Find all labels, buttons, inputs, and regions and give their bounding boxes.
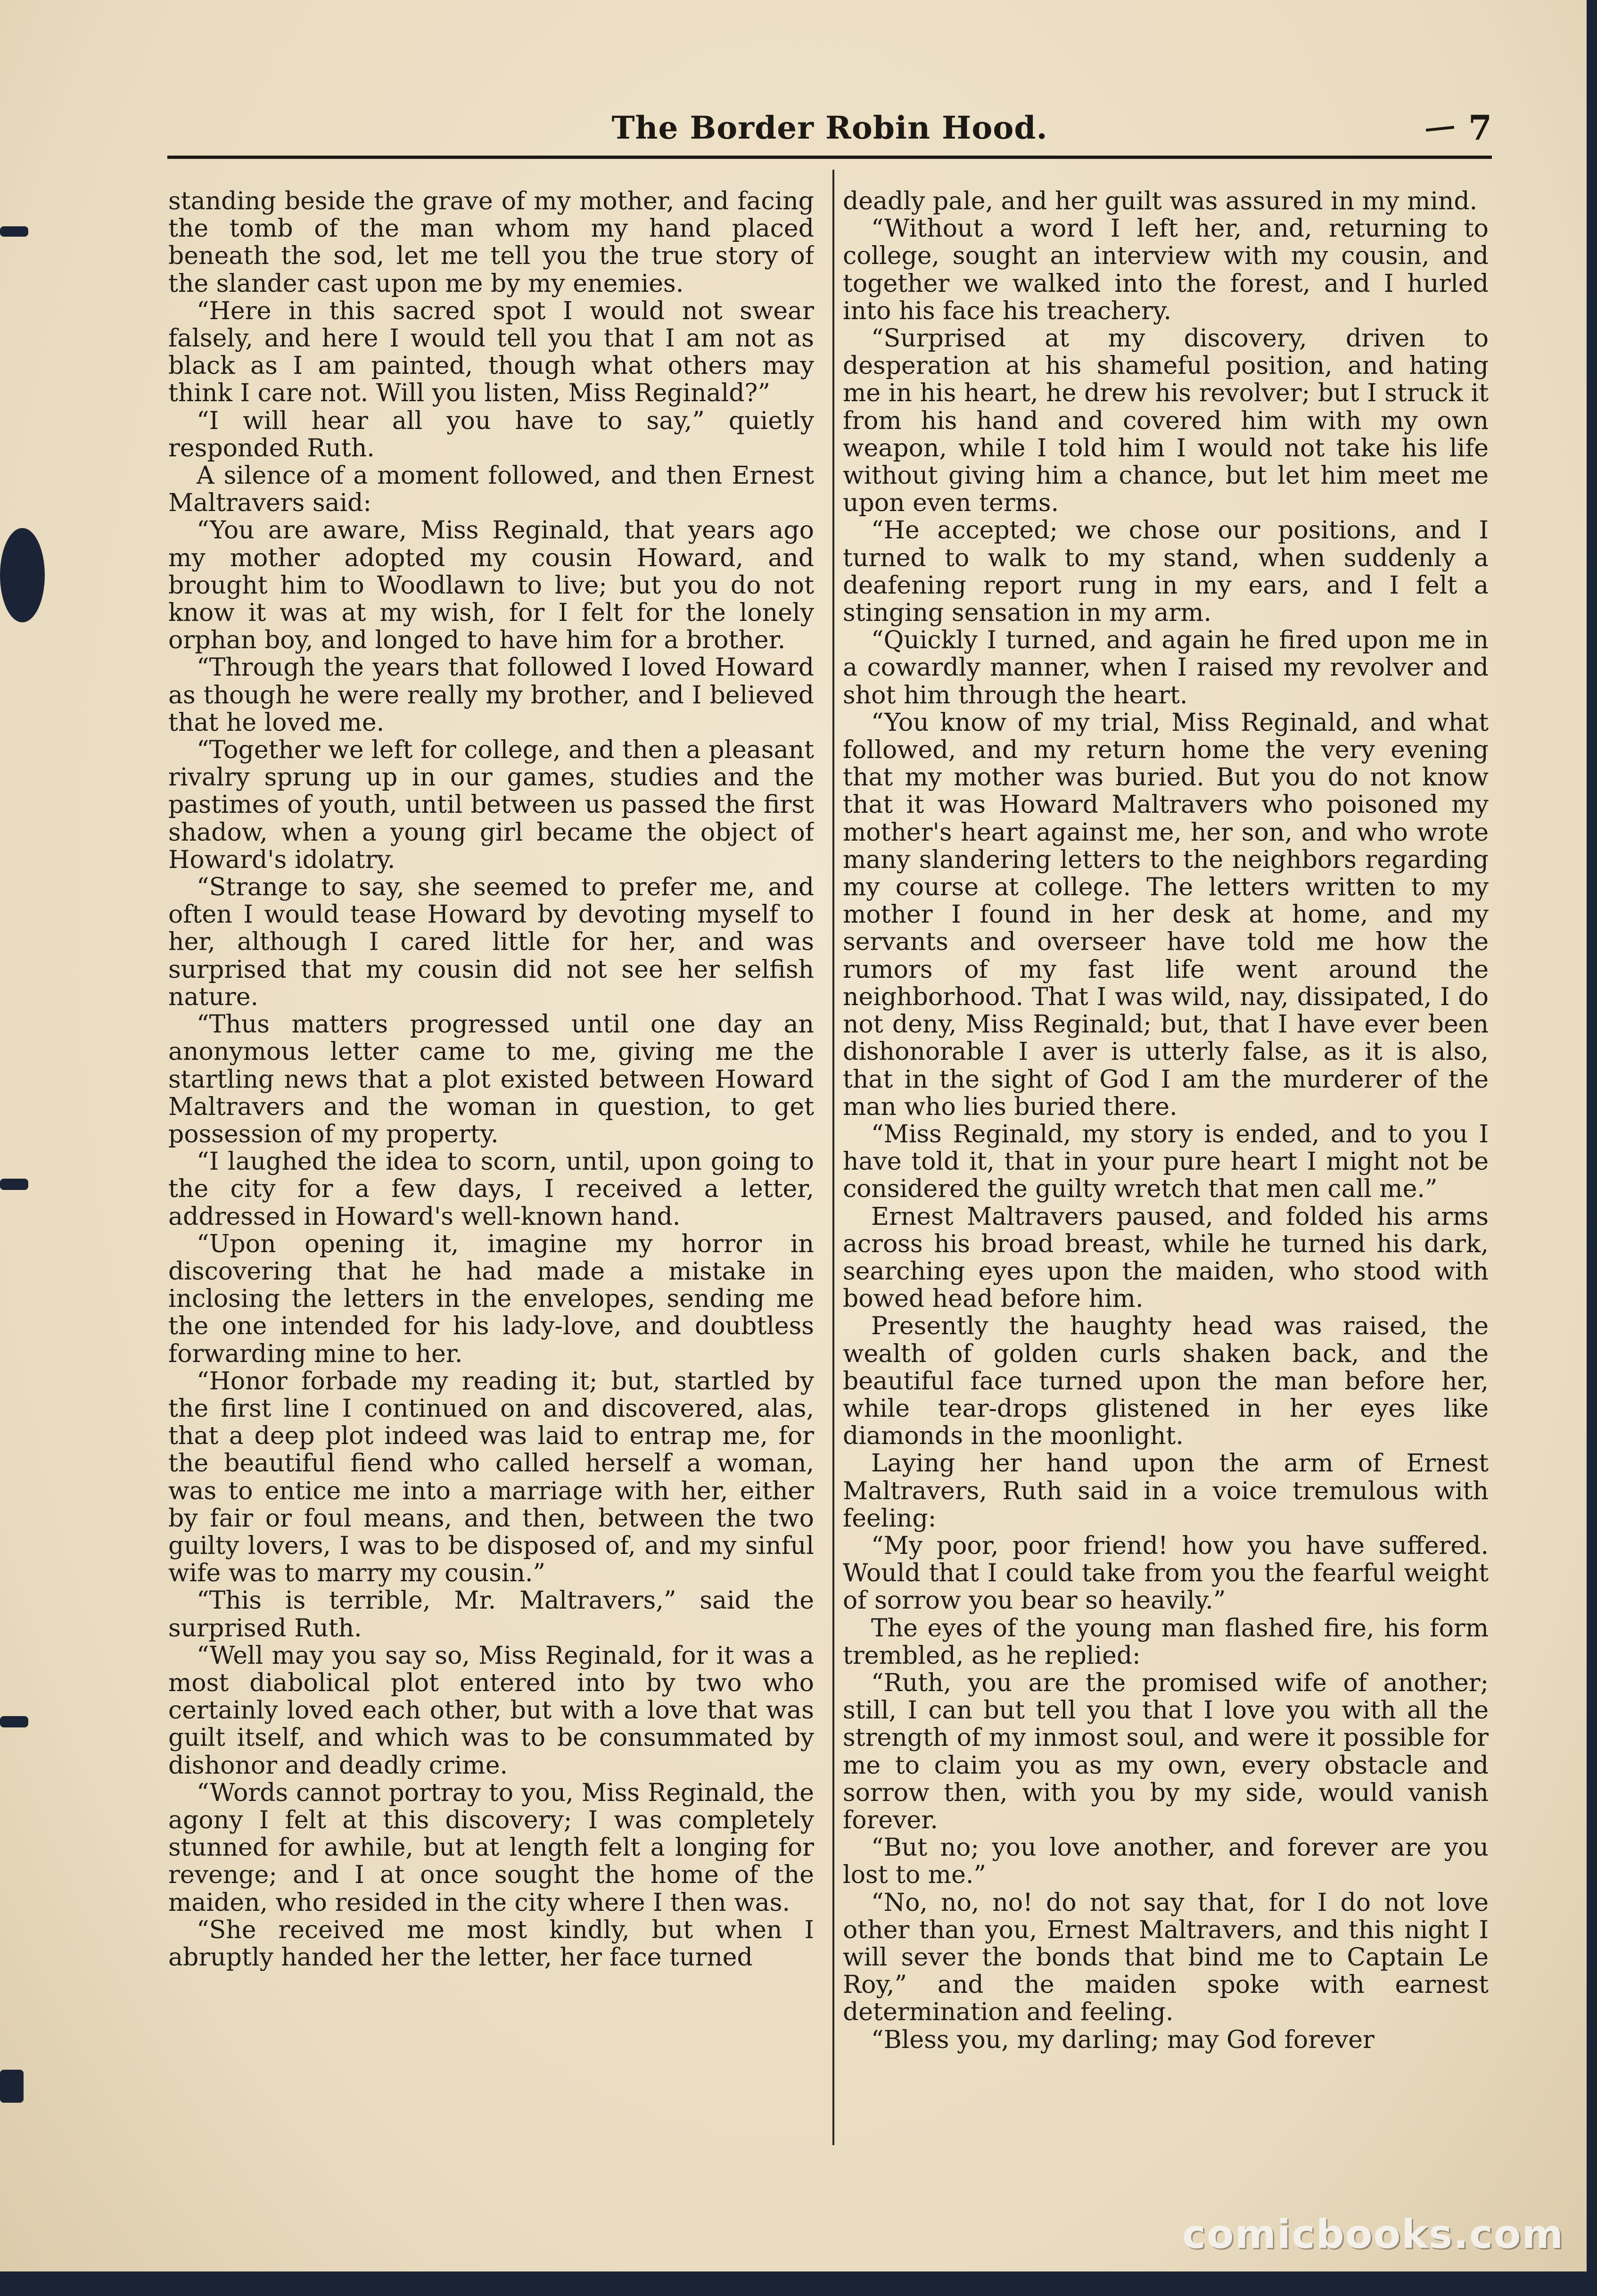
paragraph: “This is terrible, Mr. Maltravers,” said the surprised Ruth. — [168, 1586, 814, 1643]
site-watermark: comicbooks.com — [1182, 2211, 1564, 2257]
paragraph: “No, no, no! do not say that, for I do not love other than you, Ernest Maltravers, and this night I will sever the bonds that bind me to Captain Le Roy,” and the maiden spoke with earnest determination and feeling. — [843, 1888, 1489, 2027]
left-text-column — [168, 188, 814, 2154]
paragraph: “Well may you say so, Miss Reginald, for it was a most diabolical plot entered into by two who certainly loved each other, but with a love that was guilt itself, and which was to be consummated by dishonor and deadly crime. — [168, 1641, 814, 1780]
paragraph: “Strange to say, she seemed to prefer me, and often I would tease Howard by devoting myself to her, although I cared little for her, and was surprised that my cousin did not see her selfish nature. — [168, 873, 814, 1011]
binding-hole — [0, 1716, 28, 1727]
paragraph: standing beside the grave of my mother, and facing the tomb of the man whom my hand placed beneath the sod, let me tell you the true story of the slander cast upon me by my enemies. — [168, 188, 814, 298]
paragraph: “Miss Reginald, my story is ended, and to you I have told it, that in your pure heart I might not be considered the guilty wretch that men call me.” — [843, 1120, 1489, 1204]
paragraph: Presently the haughty head was raised, the wealth of golden curls shaken back, and the beautiful face turned upon the man before her, while tear-drops glistened in her eyes like diamonds in the moonlight. — [843, 1312, 1489, 1451]
page-number: 7 — [1468, 107, 1492, 148]
right-text-column — [843, 188, 1489, 2154]
paragraph: “Honor forbade my reading it; but, startled by the first line I continued on and discovered, alas, that a deep plot indeed was laid to entrap me, for the beautiful fiend who called herself a woman, was to entice me into a marriage with her, either by fair or foul means, and then, between the two guilty lovers, I was to be disposed of, and my sinful wife was to marry my cousin.” — [168, 1367, 814, 1588]
paragraph: “He accepted; we chose our positions, and I turned to walk to my stand, when suddenly a deafening report rung in my ears, and I felt a stinging sensation in my arm. — [843, 516, 1489, 628]
paragraph: “You are aware, Miss Reginald, that years ago my mother adopted my cousin Howard, and brought him to Woodlawn to live; but you do not know it was at my wish, for I felt for the lonely orphan boy, and longed to have him for a brother. — [168, 516, 814, 655]
column-divider — [832, 170, 834, 2145]
paragraph: Ernest Maltravers paused, and folded his arms across his broad breast, while he turned his dark, searching eyes upon the maiden, who stood with bowed head before him. — [843, 1202, 1489, 1313]
paragraph: A silence of a moment followed, and then Ernest Maltravers said: — [168, 462, 814, 518]
binding-hole — [0, 226, 28, 237]
binding-hole — [0, 1179, 28, 1190]
paragraph: “Quickly I turned, and again he fired upon me in a cowardly manner, when I raised my revolver and shot him through the heart. — [843, 626, 1489, 710]
paragraph: “Bless you, my darling; may God forever — [871, 2025, 1375, 2054]
paragraph: “Here in this sacred spot I would not swear falsely, and here I would tell you that I am not as black as I am painted, though what others may think I care not. Will you listen, Miss Reginald?” — [168, 297, 814, 408]
paragraph: “Ruth, you are the promised wife of another; still, I can but tell you that I love you with all the strength of my inmost soul, and were it possible for me to claim you as my own, every obstacle and sorrow then, with you by my side, would vanish forever. — [843, 1668, 1489, 1834]
paragraph: “Through the years that followed I loved Howard as though he were really my brother, and I believed that he loved me. — [168, 653, 814, 737]
paragraph: The eyes of the young man flashed fire, his form trembled, as he replied: — [843, 1614, 1489, 1670]
paragraph: “But no; you love another, and forever are you lost to me.” — [843, 1833, 1489, 1890]
page-header — [167, 104, 1492, 159]
paragraph: “Without a word I left her, and, returning to college, sought an interview with my cousin, and together we walked into the forest, and I hurled into his face his treachery. — [843, 215, 1489, 325]
paragraph: “Upon opening it, imagine my horror in discovering that he had made a mistake in inclosing the letters in the envelopes, sending me the one intended for his lady-love, and doubtless forwarding mine to her. — [168, 1230, 814, 1368]
binding-hole — [0, 2070, 24, 2103]
paragraph: “Surprised at my discovery, driven to desperation at his shameful position, and hating me in his heart, he drew his revolver; but I struck it from his hand and covered him with my own weapon, while I told him I would not take his life without giving him a chance, but let him meet me upon even terms. — [843, 324, 1489, 518]
paragraph: “Words cannot portray to you, Miss Reginald, the agony I felt at this discovery; I was completely stunned for awhile, but at length felt a longing for revenge; and I at once sought the home of the maiden, who resided in the city where I then was. — [168, 1778, 814, 1917]
paragraph: “I will hear all you have to say,” quietly responded Ruth. — [168, 406, 814, 463]
binding-hole — [0, 528, 45, 622]
paragraph: “You know of my trial, Miss Reginald, and what followed, and my return home the very evening that my mother was buried. But you do not know that it was Howard Maltravers who poisoned my mother's heart against me, her son, and who wrote many slandering letters to the neighbors regarding my course at college. The letters written to my mother I found in her desk at home, and my servants and overseer have told me how the rumors of my fast life went around the neighborhood. That I was wild, nay, dissipated, I do not deny, Miss Reginald; but, that I have ever been dishonorable I aver is utterly false, as it is also, that in the sight of God I am the murderer of the man who lies buried there. — [843, 708, 1489, 1121]
paragraph: “She received me most kindly, but when I abruptly handed her the letter, her face turned — [168, 1916, 814, 1972]
running-title: The Border Robin Hood. — [611, 109, 1048, 146]
paragraph: Laying her hand upon the arm of Ernest Maltravers, Ruth said in a voice tremulous with feeling: — [843, 1449, 1489, 1533]
paragraph: “My poor, poor friend! how you have suffered. Would that I could take from you the fearful weight of sorrow you bear so heavily.” — [843, 1531, 1489, 1615]
paragraph: deadly pale, and her guilt was assured in my mind. — [843, 188, 1478, 215]
paragraph: “Thus matters progressed until one day an anonymous letter came to me, giving me the startling news that a plot existed between Howard Maltravers and the woman in question, to get possession of my property. — [168, 1010, 814, 1148]
paragraph: “Together we left for college, and then a pleasant rivalry sprung up in our games, studies and the pastimes of youth, until between us passed the first shadow, when a young girl became the object of Howard's idolatry. — [168, 736, 814, 874]
paragraph: “I laughed the idea to scorn, until, upon going to the city for a few days, I received a letter, addressed in Howard's well-known hand. — [168, 1148, 814, 1231]
